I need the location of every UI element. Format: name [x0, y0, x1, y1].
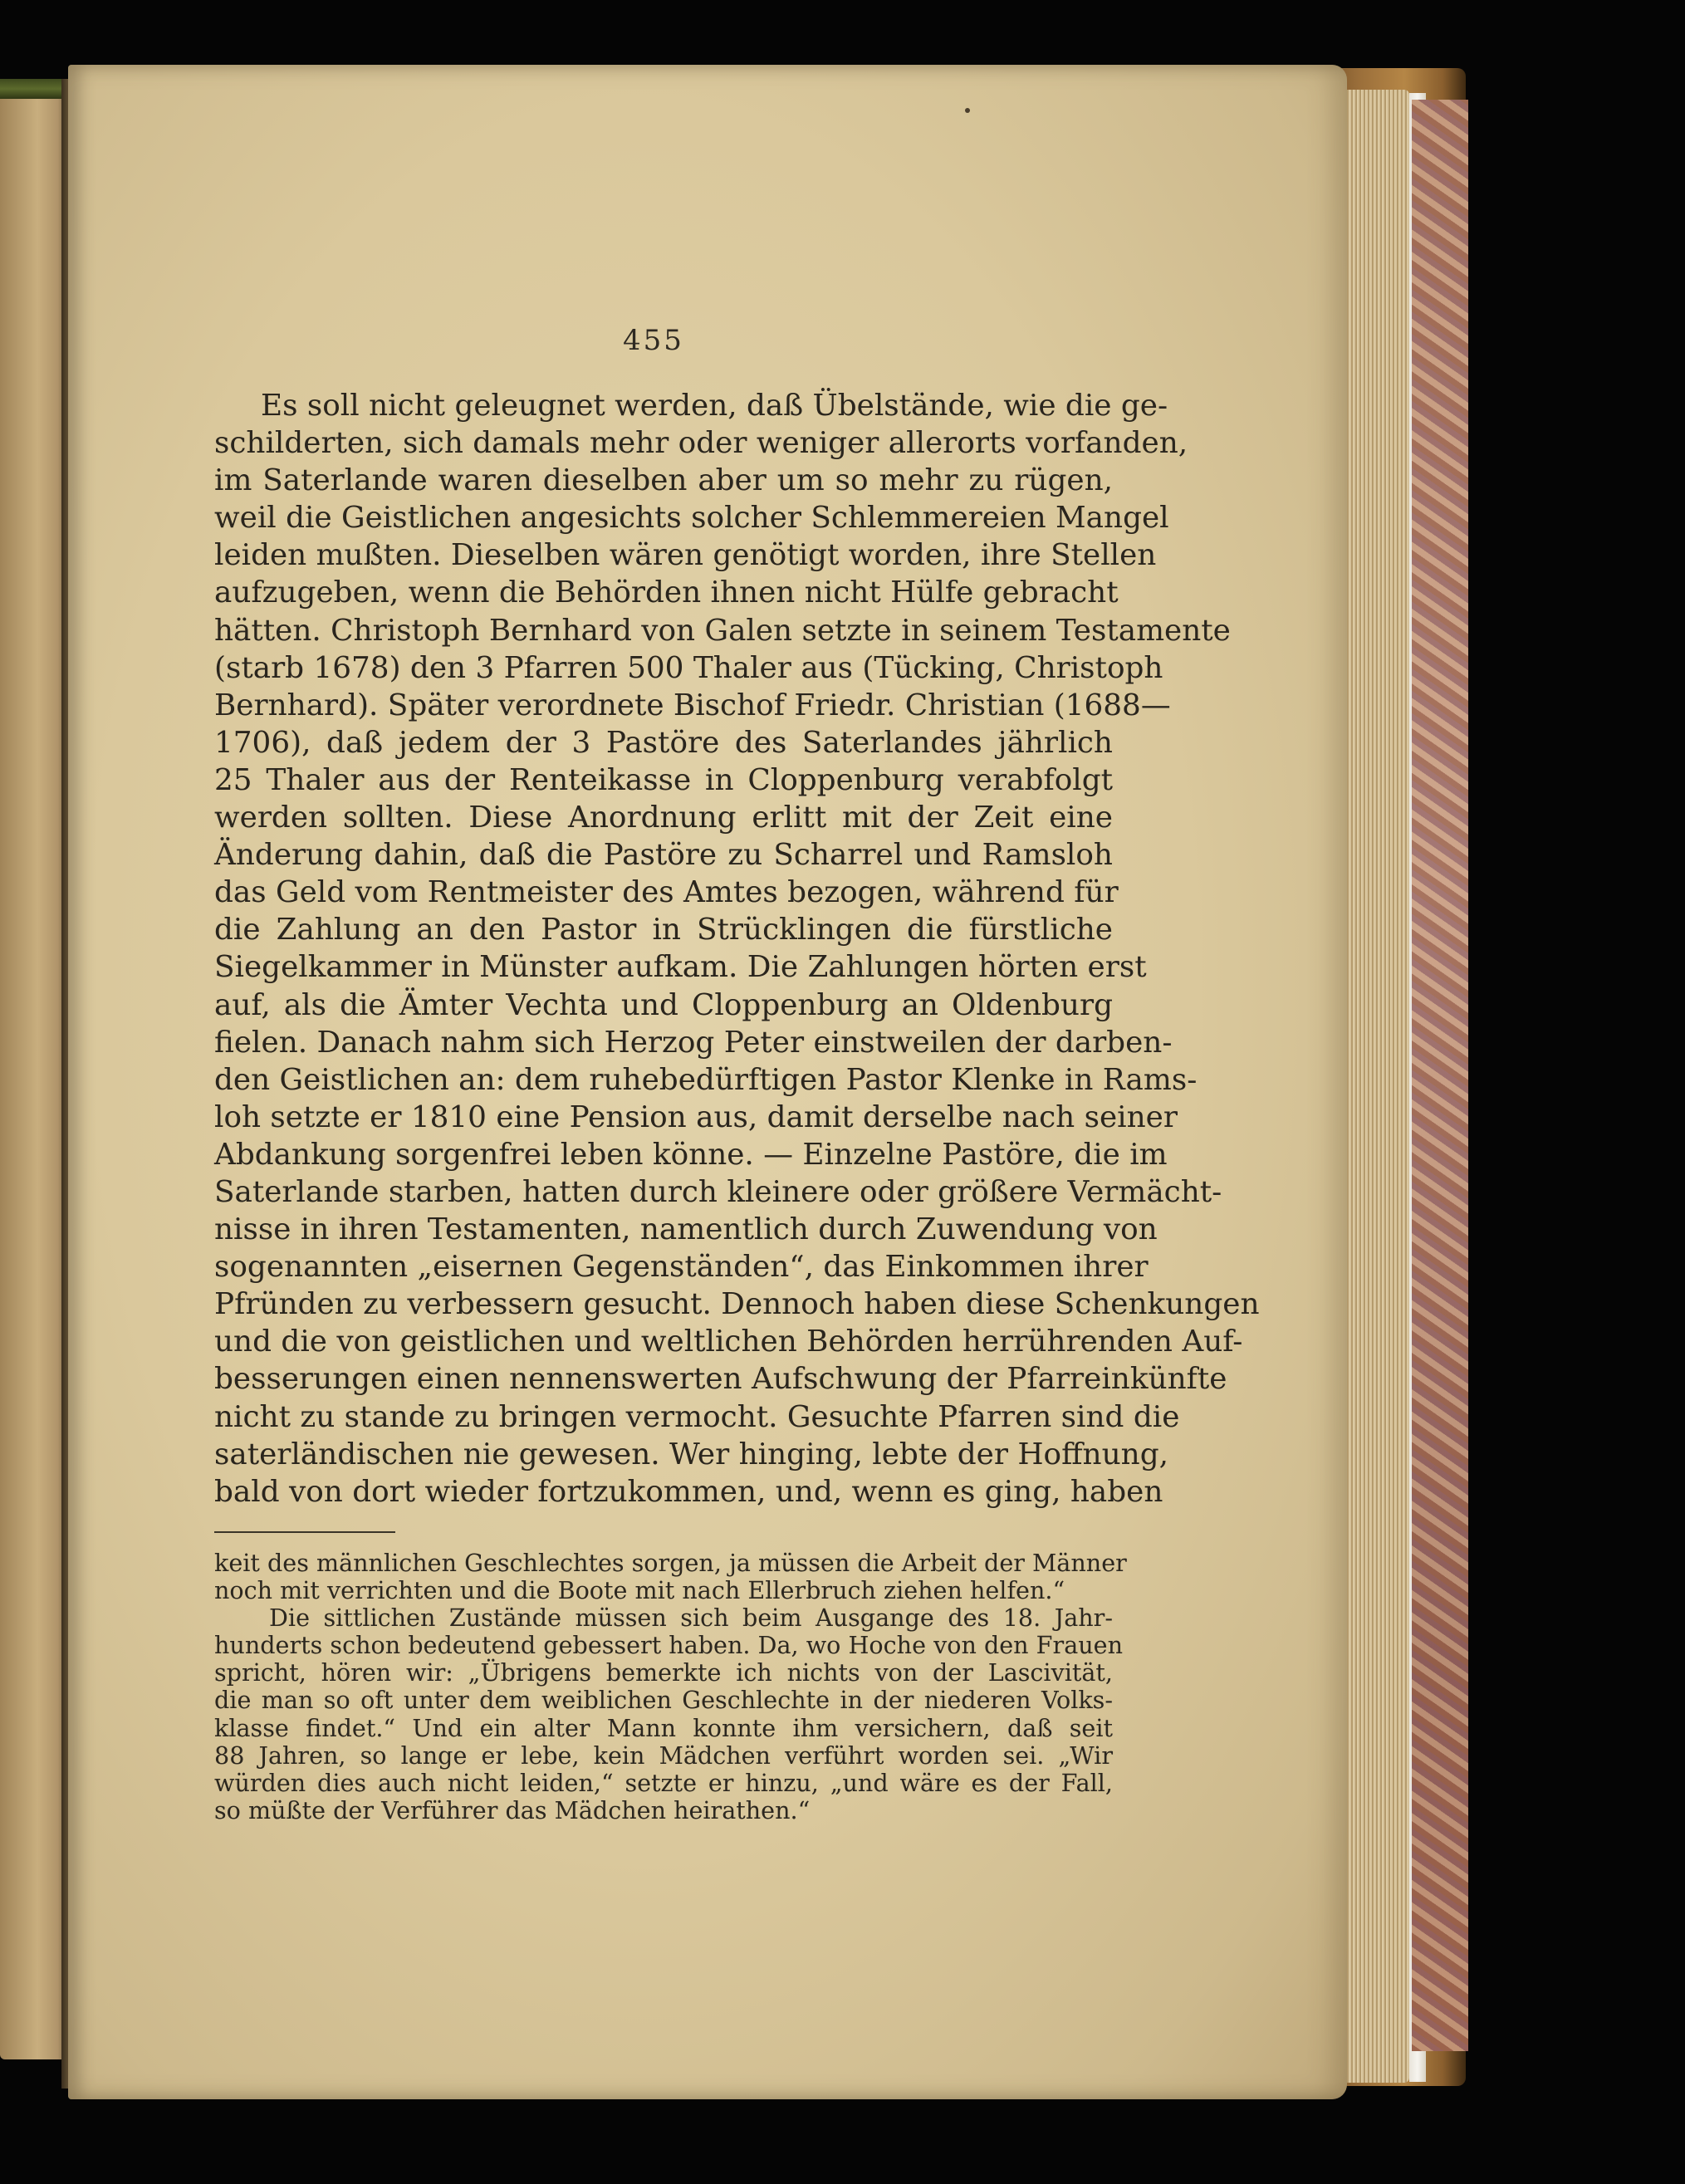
text-line: im Saterlande waren dieselben aber um so mehr zu rügen,	[214, 463, 1113, 498]
text-line: aufzugeben, wenn die Behörden ihnen nicht Hülfe gebracht	[214, 575, 1119, 610]
footnote-line: die man so oft unter dem weiblichen Geschlechte in der niederen Volks-	[214, 1686, 1113, 1715]
paper-speck	[965, 108, 970, 113]
text-line: Saterlande starben, hatten durch kleinere oder größere Vermächt-	[214, 1174, 1222, 1209]
footnote-line: Die sittlichen Zustände müssen sich beim Ausgange des 18. Jahr-	[269, 1604, 1113, 1633]
text-line: 25 Thaler aus der Renteikasse in Cloppenburg verabfolgt	[214, 762, 1113, 797]
footnote-line: keit des männlichen Geschlechtes sorgen, ja müssen die Arbeit der Männer	[214, 1549, 1127, 1577]
footnote-line: 88 Jahren, so lange er lebe, kein Mädchen verführt worden sei. „Wir	[214, 1741, 1113, 1770]
footnote-line: klasse findet.“ Und ein alter Mann konnte ihm versichern, daß seit	[214, 1713, 1113, 1742]
footnote-line: hunderts schon bedeutend gebessert haben. Da, wo Hoche von den Frauen	[214, 1631, 1123, 1660]
text-line: und die von geistlichen und weltlichen Behörden herrührenden Auf-	[214, 1325, 1243, 1359]
main-text	[214, 387, 1260, 1511]
text-line: (starb 1678) den 3 Pfarren 500 Thaler aus (Tücking, Christoph	[214, 650, 1163, 685]
text-line: 1706), daß jedem der 3 Pastöre des Saterlandes jährlich	[214, 725, 1113, 760]
previous-page-edge	[0, 83, 68, 2059]
text-line: Abdankung sorgenfrei leben könne. — Einzelne Pastöre, die im	[214, 1137, 1168, 1172]
text-line: schilderten, sich damals mehr oder weniger allerorts vorfanden,	[214, 426, 1188, 461]
footnote-rule	[214, 1531, 395, 1533]
footnote-line: noch mit verrichten und die Boote mit nach Ellerbruch ziehen helfen.“	[214, 1576, 1065, 1605]
footnote-line: so müßte der Verführer das Mädchen heirathen.“	[214, 1795, 811, 1824]
bookmark-ribbon	[0, 79, 68, 99]
text-line: werden sollten. Diese Anordnung erlitt mit der Zeit eine	[214, 801, 1113, 835]
marbled-endpaper	[1412, 100, 1468, 2051]
text-line: sogenannten „eisernen Gegenständen“, das Einkommen ihrer	[214, 1250, 1149, 1285]
footnote-text	[214, 1549, 1127, 1824]
text-line: Siegelkammer in Münster aufkam. Die Zahlungen hörten erst	[214, 950, 1147, 985]
text-line: nisse in ihren Testamenten, namentlich durch Zuwendung von	[214, 1212, 1158, 1247]
text-line: loh setzte er 1810 eine Pension aus, damit derselbe nach seiner	[214, 1099, 1178, 1134]
text-line: Bernhard). Später verordnete Bischof Friedr. Christian (1688—	[214, 688, 1171, 722]
text-line: auf, als die Ämter Vechta und Cloppenburg an Oldenburg	[214, 987, 1113, 1022]
text-line: hätten. Christoph Bernhard von Galen setzte in seinem Testamente	[214, 613, 1231, 648]
text-line: saterländischen nie gewesen. Wer hinging, lebte der Hoffnung,	[214, 1437, 1168, 1472]
text-line: das Geld vom Rentmeister des Amtes bezogen, während für	[214, 875, 1119, 910]
text-line: den Geistlichen an: dem ruhebedürftigen Pastor Klenke in Rams-	[214, 1062, 1198, 1097]
text-line: fielen. Danach nahm sich Herzog Peter einstweilen der darben-	[214, 1025, 1173, 1060]
footnote-line: würden dies auch nicht leiden,“ setzte er hinzu, „und wäre es der Fall,	[214, 1768, 1113, 1797]
text-line: weil die Geistlichen angesichts solcher Schlemmereien Mangel	[214, 501, 1169, 536]
footnote-line: spricht, hören wir: „Übrigens bemerkte ich nichts von der Lascivität,	[214, 1658, 1113, 1687]
text-line: die Zahlung an den Pastor in Strücklingen die fürstliche	[214, 913, 1113, 948]
text-line: Es soll nicht geleugnet werden, daß Übelstände, wie die ge-	[261, 389, 1168, 423]
text-line: Änderung dahin, daß die Pastöre zu Scharrel und Ramsloh	[214, 838, 1113, 873]
text-line: bald von dort wieder fortzukommen, und, wenn es ging, haben	[214, 1474, 1163, 1509]
text-line: besserungen einen nennenswerten Aufschwung der Pfarreinkünfte	[214, 1362, 1227, 1397]
text-line: Pfründen zu verbessern gesucht. Dennoch haben diese Schenkungen	[214, 1287, 1260, 1322]
book-page	[68, 65, 1347, 2099]
text-line: nicht zu stande zu bringen vermocht. Gesuchte Pfarren sind die	[214, 1399, 1180, 1434]
page-number: 455	[623, 324, 684, 357]
text-line: leiden mußten. Dieselben wären genötigt worden, ihre Stellen	[214, 538, 1157, 573]
